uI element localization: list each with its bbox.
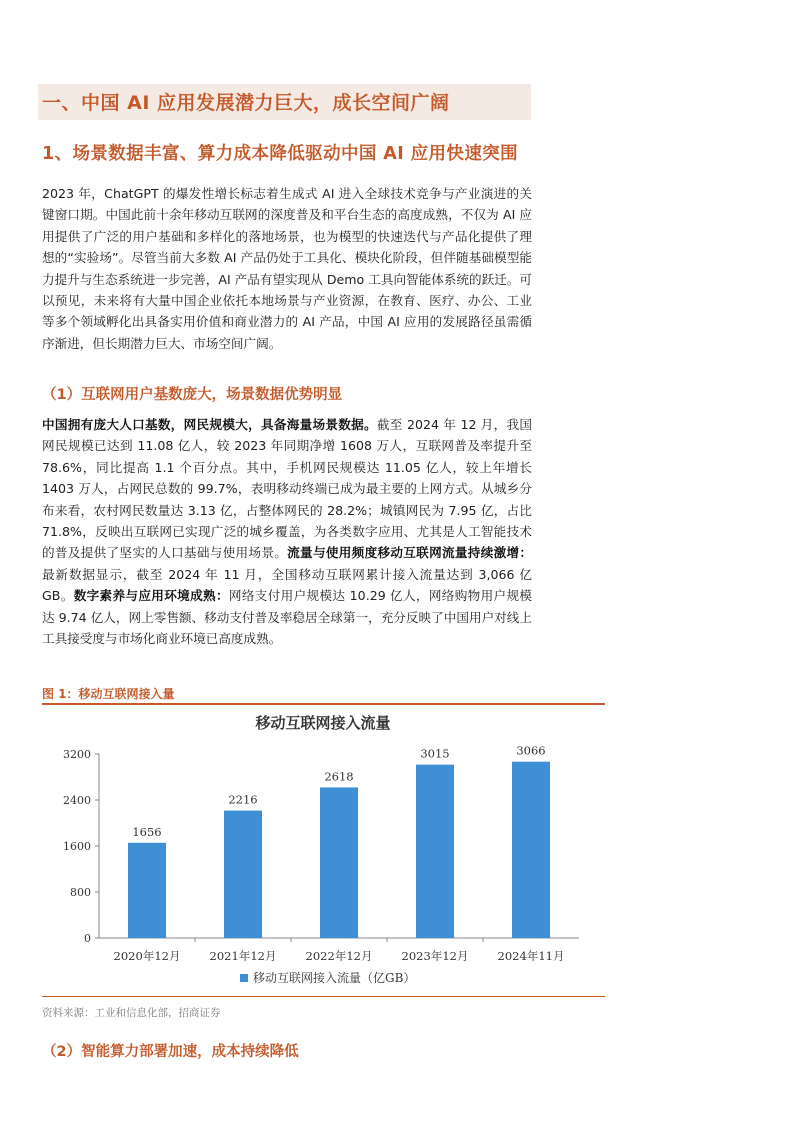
section1-paragraph: [42, 414, 532, 649]
y-tick-label: 3200: [63, 748, 91, 761]
heading1: 一、中国 AI 应用发展潜力巨大，成长空间广阔: [42, 92, 450, 114]
x-tick-label: 2024年11月: [497, 949, 565, 963]
heading2: 1、场景数据丰富、算力成本降低驱动中国 AI 应用快速突围: [42, 144, 519, 164]
bar: [512, 762, 550, 938]
paragraph-bold-3: 数字素养与应用环境成熟：: [73, 588, 229, 604]
paragraph-bold-2: 流量与使用频度移动互联网流量持续激增：: [287, 545, 533, 561]
figure-label: 图 1：移动互联网接入量: [42, 687, 175, 701]
legend-swatch: [240, 974, 248, 982]
bar-chart: [42, 706, 605, 994]
data-label: 1656: [132, 824, 162, 839]
figure-top-rule: [42, 703, 605, 705]
bar: [320, 787, 358, 938]
paragraph-text-1: 截至 2024 年 12 月，我国网民规模已达到 11.08 亿人，较 2023 年同期净增 1608 万人，互联网普及率提升至 78.6%，同比提高 1.1 个百分点。其中，手机网民规模达 11.05 亿人，较上年增长 1403 万人，占网民总数的 99.7%，表明移动终端已成为最主要的上网方式。从城乡分布来看，农村网民数量达 3.13 亿，占整体网民的 28.2%；城镇网民为 7.95 亿，占比 71.8%，反映出互联网已实现广泛的城乡覆盖，为各类数字应用、尤其是人工智能技术的普及提供了坚实的人口基础与使用场景。: [42, 417, 532, 561]
bar-chart-svg: [42, 706, 605, 994]
paragraph-text-2: 最新数据显示，截至 2024 年 11 月，全国移动互联网累计接入流量达到 3,066 亿 GB。: [42, 566, 532, 604]
bar: [416, 765, 454, 938]
x-tick-label: 2022年12月: [305, 949, 373, 963]
figure-bottom-rule: [42, 996, 605, 997]
data-label: 3015: [420, 746, 450, 761]
paragraph-text-3: 网络支付用户规模达 10.29 亿人，网络购物用户规模达 9.74 亿人，网上零售额、移动支付普及率稳居全球第一，充分反映了中国用户对线上工具接受度与市场化商业环境已高度成熟。: [42, 588, 533, 647]
legend-label: 移动互联网接入流量（亿GB）: [253, 971, 416, 985]
x-tick-label: 2021年12月: [209, 949, 277, 963]
section1-heading: （1）互联网用户基数庞大，场景数据优势明显: [42, 387, 343, 403]
figure-source: 资料来源：工业和信息化部，招商证券: [42, 1007, 221, 1019]
y-tick-label: 2400: [63, 794, 91, 807]
data-label: 2216: [228, 792, 258, 807]
y-tick-label: 1600: [63, 840, 91, 853]
x-tick-label: 2023年12月: [401, 949, 469, 963]
paragraph-bold-1: 中国拥有庞大人口基数，网民规模大，具备海量场景数据。: [42, 417, 377, 432]
intro-paragraph: 2023 年，ChatGPT 的爆发性增长标志着生成式 AI 进入全球技术竞争与产业演进的关键窗口期。中国此前十余年移动互联网的深度普及和平台生态的高度成熟，不仅为 AI 应用提供了广泛的用户基础和多样化的落地场景，也为模型的快速迭代与产品化提供了理想的“实验场”。尽管当前大多数 AI 产品仍处于工具化、模块化阶段，但伴随基础模型能力提升与生态系统进一步完善，AI 产品有望实现从 Demo 工具向智能体系统的跃迁。可以预见，未来将有大量中国企业依托本地场景与产业资源，在教育、医疗、办公、工业等多个领域孵化出具备实用价值和商业潜力的 AI 产品，中国 AI 应用的发展路径虽需循序渐进，但长期潜力巨大、市场空间广阔。: [42, 186, 532, 351]
section2-heading: （2）智能算力部署加速，成本持续降低: [42, 1044, 299, 1060]
data-label: 2618: [324, 769, 354, 784]
y-tick-label: 800: [70, 886, 91, 899]
chart-title: 移动互联网接入流量: [255, 714, 391, 732]
y-tick-label: 0: [84, 932, 91, 945]
x-tick-label: 2020年12月: [113, 949, 181, 963]
bar: [224, 811, 262, 938]
bar: [128, 843, 166, 938]
data-label: 3066: [516, 743, 546, 758]
